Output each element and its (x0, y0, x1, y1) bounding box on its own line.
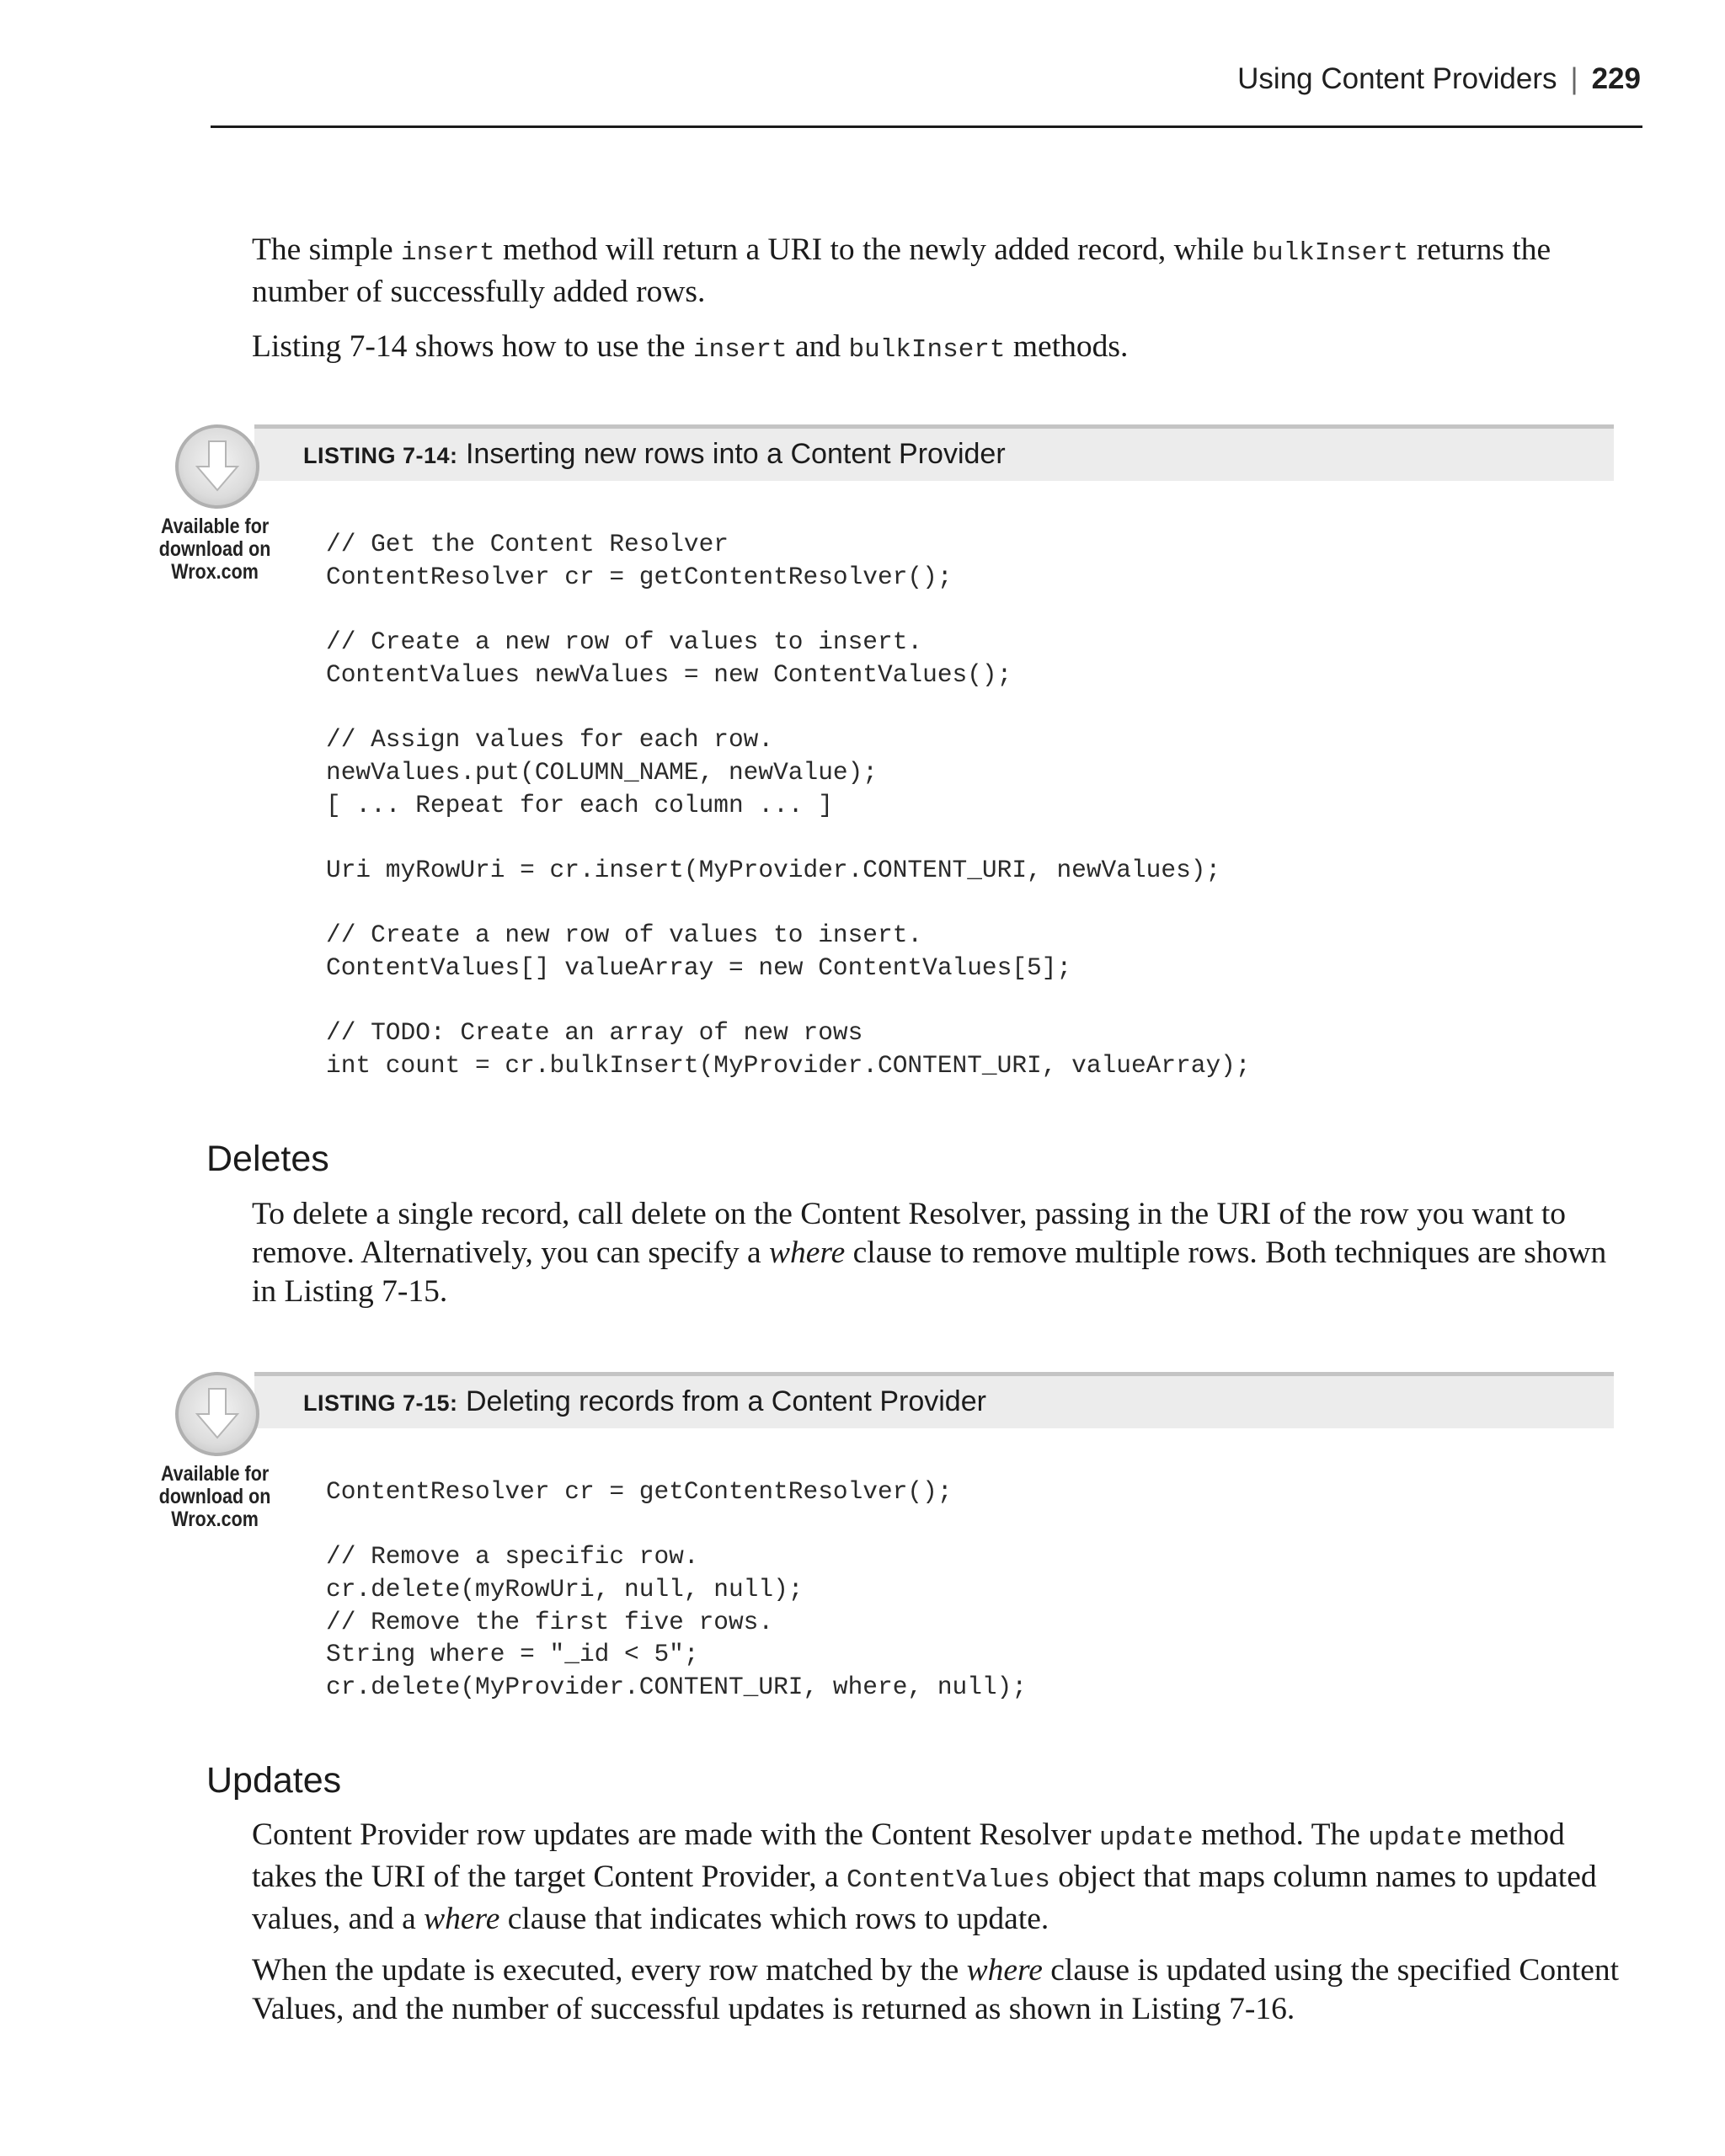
section-heading-deletes: Deletes (206, 1139, 329, 1179)
code-line: cr.delete(myRowUri, null, null); (326, 1575, 804, 1604)
code-line: // Remove the first five rows. (326, 1607, 774, 1636)
download-arrow-icon[interactable] (175, 424, 259, 509)
emphasis: where (424, 1902, 500, 1936)
code-line: ContentValues[] valueArray = new ContentValues[5]; (326, 953, 1072, 982)
code-line: // Get the Content Resolver (326, 530, 729, 558)
text-run: When the update is executed, every row matched by the (252, 1953, 967, 1988)
code-line: // Assign values for each row. (326, 725, 774, 755)
text-run: Listing 7-14 shows how to use the (252, 329, 693, 364)
text-run: method takes the URI of the target Content Provider, a (252, 1817, 1565, 1894)
text-run: returns the number of successfully added rows. (252, 232, 1551, 309)
code-line (326, 887, 1251, 920)
text-run: methods. (1005, 329, 1129, 364)
code-line: // Create a new row of values to insert. (326, 921, 923, 950)
code-line: Uri myRowUri = cr.insert(MyProvider.CONTENT_URI, newValues); (326, 855, 1221, 884)
text-run: clause that indicates which rows to update. (499, 1902, 1049, 1936)
emphasis: where (769, 1235, 846, 1270)
download-arrow-icon[interactable] (175, 1372, 259, 1456)
text-run: clause is updated using the specified Content Values, and the number of successful updates is returned as shown in Listing 7-16. (252, 1953, 1620, 2026)
code-line: newValues.put(COLUMN_NAME, newValue); (326, 757, 879, 787)
emphasis: where (966, 1953, 1043, 1988)
listing-15-caption: Deleting records from a Content Provider (465, 1385, 986, 1417)
text-run: To delete a single record, call delete on the Content Resolver, passing in the URI of the row you want to remove. Alternatively, you can specify a (252, 1197, 1567, 1270)
download-caption-line: Wrox.com (171, 1508, 259, 1531)
code-line: String where = "_id < 5"; (326, 1640, 699, 1669)
code-line (326, 1508, 1027, 1541)
text-run: object that maps column names to updated values, and a (252, 1860, 1597, 1936)
text-run: clause to remove multiple rows. Both techniques are shown in Listing 7-15. (252, 1235, 1607, 1309)
deletes-paragraph (252, 1195, 1621, 1311)
text-run: method will return a URI to the newly added record, while (494, 232, 1252, 267)
intro-paragraph-2 (252, 328, 1621, 370)
code-line: ContentResolver cr = getContentResolver(); (326, 562, 953, 591)
listing-15-title (303, 1385, 986, 1418)
download-caption-14[interactable] (158, 515, 271, 584)
download-caption-line: Available for (160, 1462, 270, 1486)
intro-paragraph-1 (252, 231, 1621, 312)
inline-code: bulkInsert (848, 335, 1006, 365)
updates-paragraph-2 (252, 1951, 1621, 2029)
text-run: and (787, 329, 849, 364)
download-caption-line: Wrox.com (171, 560, 259, 584)
listing-14-caption: Inserting new rows into a Content Provider (465, 438, 1006, 470)
code-line: int count = cr.bulkInsert(MyProvider.CONTENT_URI, valueArray); (326, 1051, 1251, 1080)
listing-15-label: LISTING 7-15: (303, 1390, 458, 1416)
text-run: The simple (252, 232, 402, 267)
code-line: [ ... Repeat for each column ... ] (326, 790, 833, 819)
inline-code: insert (692, 335, 788, 365)
listing-14-label: LISTING 7-14: (303, 443, 458, 468)
listing-14-code (326, 528, 1251, 1082)
text-run: method. The (1193, 1817, 1369, 1852)
code-line: cr.delete(MyProvider.CONTENT_URI, where, null); (326, 1673, 1028, 1702)
updates-paragraph-1 (252, 1816, 1621, 1939)
running-head (1237, 62, 1641, 96)
code-line (326, 691, 1251, 723)
listing-15-code (326, 1476, 1027, 1704)
header-rule (211, 125, 1642, 128)
code-line (326, 821, 1251, 854)
inline-code: update (1368, 1823, 1462, 1853)
code-line: // TODO: Create an array of new rows (326, 1018, 863, 1048)
inline-code: update (1099, 1823, 1194, 1853)
section-heading-updates: Updates (206, 1760, 342, 1801)
download-caption-line: download on (158, 1485, 271, 1508)
code-line (326, 985, 1251, 1017)
download-caption-15[interactable] (158, 1463, 271, 1531)
running-head-title: Using Content Providers (1237, 62, 1557, 95)
text-run: Content Provider row updates are made with the Content Resolver (252, 1817, 1100, 1852)
running-head-separator: | (1570, 62, 1578, 95)
page-number: 229 (1591, 62, 1641, 95)
code-line: // Remove a specific row. (326, 1542, 699, 1572)
code-line: // Create a new row of values to insert. (326, 627, 923, 657)
inline-code: bulkInsert (1252, 238, 1409, 268)
inline-code: insert (401, 238, 495, 268)
download-caption-line: Available for (160, 515, 270, 538)
listing-14-title (303, 438, 1006, 471)
code-line: ContentResolver cr = getContentResolver(); (326, 1477, 953, 1506)
code-line (326, 593, 1251, 626)
inline-code: ContentValues (846, 1865, 1050, 1895)
download-caption-line: download on (158, 537, 271, 561)
code-line: ContentValues newValues = new ContentValues(); (326, 659, 1012, 689)
